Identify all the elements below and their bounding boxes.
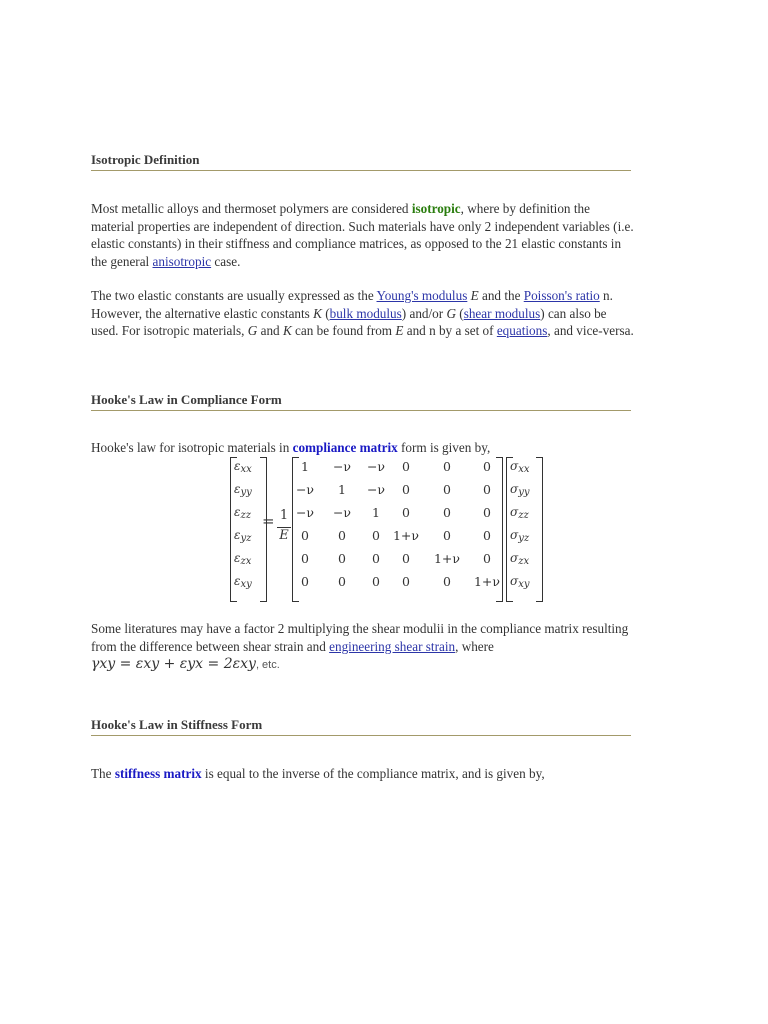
matrix-cell: 0: [483, 482, 491, 497]
matrix-cell: 0: [443, 482, 451, 497]
strain-vector-entry-subscript: yz: [240, 533, 252, 544]
matrix-cell: 0: [402, 505, 410, 520]
matrix-cell: 1: [372, 505, 380, 520]
anisotropic-link[interactable]: anisotropic: [152, 253, 212, 269]
matrix-cell: 0: [301, 528, 309, 543]
stress-vector-entry: $\sigma_{xx}$: [510, 459, 530, 475]
matrix-cell: 0: [483, 459, 491, 474]
stress-vector-entry-subscript: zz: [518, 510, 529, 521]
matrix-cell: 0: [372, 574, 380, 589]
matrix-cell: −ν: [295, 505, 315, 520]
strain-vector-entry-subscript: zz: [240, 510, 251, 521]
matrix-cell: 1+ν: [473, 574, 501, 589]
bulk-modulus-link[interactable]: bulk modulus: [329, 305, 402, 321]
strain-vector-entry-subscript: xy: [240, 579, 252, 590]
strain-vector-entry-subscript: zx: [240, 556, 252, 567]
matrix-cell: 1: [301, 459, 309, 474]
matrix-cell: 0: [483, 551, 491, 566]
matrix-cell: 0: [402, 574, 410, 589]
matrix-cell: 0: [483, 505, 491, 520]
stiffness-matrix-term: stiffness matrix: [114, 766, 202, 781]
matrix-cell: 0: [338, 528, 346, 543]
stress-vector-entry: $\sigma_{yy}$: [510, 482, 530, 498]
matrix-cell: 1+ν: [433, 551, 461, 566]
matrix-cell: 0: [338, 574, 346, 589]
stress-vector-entry: $\sigma_{zx}$: [510, 551, 530, 567]
matrix-cell: 0: [402, 482, 410, 497]
equations-link[interactable]: equations: [496, 323, 548, 338]
strain-vector-entry: $\varepsilon_{zx}$: [234, 551, 252, 567]
stress-vector-entry: $\sigma_{yz}$: [510, 528, 530, 544]
strain-vector-entry: $\varepsilon_{yy}$: [234, 482, 252, 498]
matrix-cell: 0: [443, 574, 451, 589]
matrix-cell: 0: [443, 459, 451, 474]
stress-vector-entry-subscript: zx: [518, 556, 530, 567]
matrix-cell: 0: [402, 551, 410, 566]
matrix-cell: 0: [443, 505, 451, 520]
strain-vector-entry-subscript: yy: [240, 487, 252, 498]
stress-vector-entry-subscript: yy: [518, 487, 530, 498]
strain-vector-entry: $\varepsilon_{xx}$: [234, 459, 252, 475]
matrix-cell: −ν: [295, 482, 315, 497]
stress-vector-right-bracket: [536, 457, 543, 602]
compliance-matrix-equation: [140, 457, 540, 602]
strain-vector-entry-subscript: xx: [240, 464, 252, 475]
paragraph-elastic-constants: The two elastic constants are usually expressed as the Young's modulus E and the Poisson's ratio n. However, the alternative elastic constants K (bulk modulus) and/or G (shear modulus) can also be used. For isotropic materials, G and K can be found from E and n by a set of equations, and vice-versa.: [91, 288, 634, 338]
isotropic-term: isotropic: [411, 201, 461, 216]
strain-vector-entry: $\varepsilon_{xy}$: [234, 574, 252, 590]
stress-vector-entry: $\sigma_{zz}$: [510, 505, 529, 521]
stress-vector-entry-subscript: yz: [518, 533, 530, 544]
matrix-cell: 0: [372, 528, 380, 543]
matrix-cell: −ν: [332, 459, 352, 474]
section-heading-isotropic-definition: Isotropic Definition: [91, 152, 631, 171]
paragraph-isotropic-intro: Most metallic alloys and thermoset polymers are considered isotropic, where by definition the material properties are independent of direction. Such materials have only 2 independent variables (i.e. elastic constants) in their stiffness and compliance matrices, as opposed to the 21 elastic constants in the general anisotropic case.: [91, 201, 634, 269]
matrix-cell: −ν: [366, 482, 386, 497]
matrix-cell: −ν: [332, 505, 352, 520]
paragraph-compliance-intro: Hooke's law for isotropic materials in compliance matrix form is given by,: [91, 440, 491, 455]
engineering-shear-strain-link[interactable]: engineering shear strain: [329, 638, 456, 654]
poissons-ratio-link[interactable]: Poisson's ratio: [523, 288, 600, 303]
matrix-cell: 0: [338, 551, 346, 566]
matrix-cell: 1+ν: [392, 528, 420, 543]
stress-vector-entry: $\sigma_{xy}$: [510, 574, 530, 590]
gamma-equation: γxy = εxy + εyx = 2εxy: [91, 656, 256, 672]
paragraph-shear-factor: Some literatures may have a factor 2 multiplying the shear modulii in the compliance matrix resulting from the difference between shear strain and engineering shear strain, where γxy = εxy + εyx = 2εxy, etc.: [91, 621, 629, 672]
matrix-cell: 1: [338, 482, 346, 497]
fraction-numerator: 1: [279, 508, 289, 523]
section-heading-stiffness-form: Hooke's Law in Stiffness Form: [91, 717, 631, 736]
youngs-modulus-link[interactable]: Young's modulus: [376, 288, 468, 303]
stress-vector-entry-subscript: xy: [518, 579, 530, 590]
matrix-cell: 0: [372, 551, 380, 566]
stress-vector-entry-subscript: xx: [518, 464, 530, 475]
equals-sign: =: [262, 512, 275, 530]
compliance-matrix-term: compliance matrix: [292, 440, 398, 455]
strain-vector-entry: $\varepsilon_{zz}$: [234, 505, 251, 521]
matrix-cell: 0: [301, 551, 309, 566]
matrix-cell: −ν: [366, 459, 386, 474]
matrix-cell: 0: [402, 459, 410, 474]
shear-modulus-link[interactable]: shear modulus: [463, 305, 541, 321]
strain-vector-entry: $\varepsilon_{yz}$: [234, 528, 252, 544]
matrix-cell: 0: [483, 528, 491, 543]
section-heading-compliance-form: Hooke's Law in Compliance Form: [91, 392, 631, 411]
matrix-cell: 0: [443, 528, 451, 543]
fraction-denominator: E: [279, 528, 289, 543]
matrix-cell: 0: [301, 574, 309, 589]
paragraph-stiffness-intro: The stiffness matrix is equal to the inverse of the compliance matrix, and is given by,: [91, 766, 545, 781]
